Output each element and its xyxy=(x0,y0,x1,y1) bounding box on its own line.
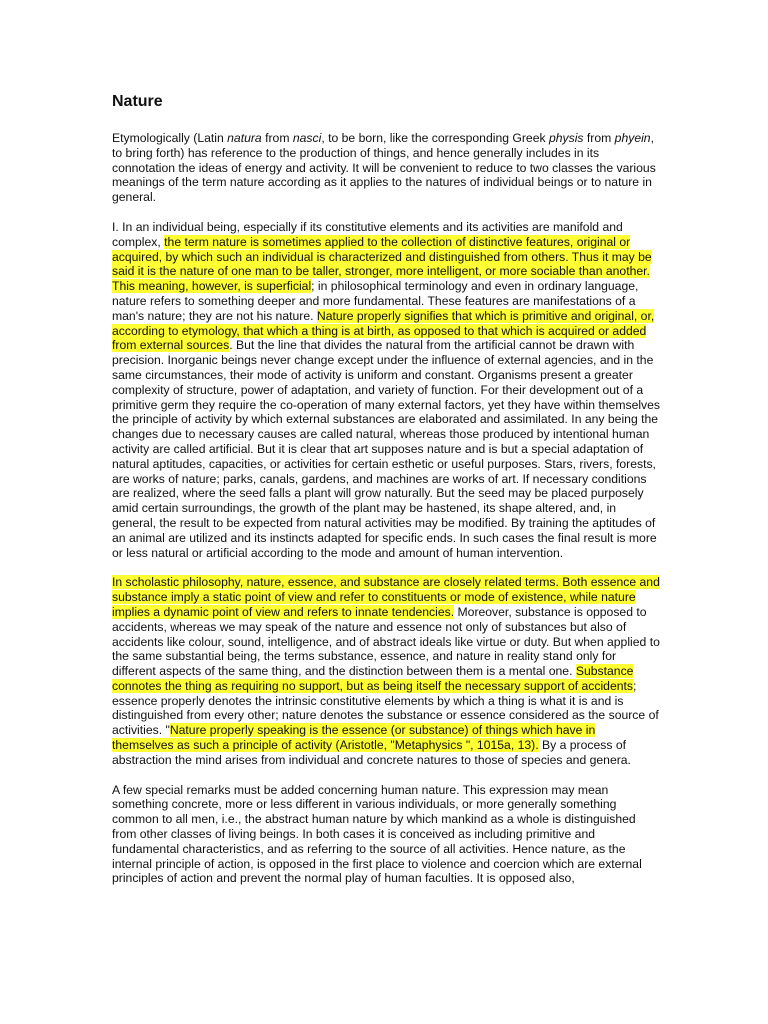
text-run: . But the line that divides the natural from the artificial cannot be drawn with precision. Inorganic beings never change except under the influence of external agencies, and in the same circumstances, their mode of activity is uniform and constant. Organisms present a greater complexity of structure, power of adaptation, and variety of function. For their development out of a primitive germ they require the co-operation of many external factors, yet they have within themselves the principle of activity by which external substances are elaborated and assimilated. In any being the changes due to necessary causes are called natural, whereas those produced by intentional human activity are called artificial. But it is clear that art supposes nature and is but a special adaptation of natural aptitudes, capacities, or activities for certain esthetic or useful purposes. Stars, rivers, forests, are works of nature; parks, canals, gardens, and machines are works of art. If necessary conditions are realized, where the seed falls a plant will grow naturally. But the seed may be placed purposely amid certain surroundings, the growth of the plant may be hastened, its shape altered, and, in general, the result to be expected from natural activities may be modified. By training the aptitudes of an animal are utilized and its instincts adapted for specific ends. In such cases the final result is more or less natural or artificial according to the mode and amount of human intervention. xyxy=(112,338,661,560)
paragraph xyxy=(112,220,660,560)
italic-term: natura xyxy=(227,131,262,145)
italic-term: nasci xyxy=(292,131,322,145)
paragraph xyxy=(112,131,660,205)
highlighted-text: Substance connotes the thing as requiring no support, but as being itself the necessary support of accidents xyxy=(112,664,634,693)
document-page xyxy=(112,92,660,901)
text-run: Moreover, substance is opposed to accidents, whereas we may speak of the nature and essence not only of substances but also of accidents like colour, sound, intelligence, and of abstract ideals like virtue or duty. But when applied to the same substantial being, the terms substance, essence, and nature in reality stand only for different aspects of the same thing, and the distinction between them is a mental one. xyxy=(112,604,660,679)
text-run: I. In an individual being, especially if its constitutive elements and its activities are manifold and complex, xyxy=(112,219,623,249)
italic-term: phyein xyxy=(614,131,651,145)
italic-term: physis xyxy=(548,131,584,145)
text-run: , to be born, like the corresponding Greek xyxy=(321,131,549,145)
paragraph xyxy=(112,783,660,887)
document-body xyxy=(112,131,660,886)
paragraph xyxy=(112,575,660,767)
highlighted-text: Nature properly speaking is the essence (or substance) of things which have in themselves as such a principle of activity (Aristotle, "Metaphysics ", 1015a, 13). xyxy=(112,723,596,753)
text-run: , to bring forth) has reference to the production of things, and hence generally includes in its connotation the ideas of energy and activity. It will be convenient to reduce to two classes the various meanings of the term nature according as it applies to the natures of individual beings or to nature in general. xyxy=(112,131,656,205)
highlighted-text: In scholastic philosophy, nature, essence, and substance are closely related terms. Both essence and substance imply a static point of view and refer to constituents or mode of existence, while nature implies a dynamic point of view and refers to innate tendencies. xyxy=(112,575,660,619)
document-title: Nature xyxy=(112,93,163,110)
text-run: ; essence properly denotes the intrinsic constitutive elements by which a thing is what it is and is distinguished from every other; nature denotes the substance or essence considered as the source of activities. " xyxy=(112,678,659,738)
highlighted-text: Nature properly signifies that which is primitive and original, or, according to etymology, that which a thing is at birth, as opposed to that which is acquired or added from external sources xyxy=(112,308,655,353)
text-run: Etymologically (Latin xyxy=(112,131,228,145)
text-run: A few special remarks must be added concerning human nature. This expression may mean something concrete, more or less different in various individuals, or more generally something common to all men, i.e., the abstract human nature by which mankind as a whole is distinguished from other classes of living beings. In both cases it is conceived as including primitive and fundamental characteristics, and as referring to the source of all activities. Hence nature, as the internal principle of action, is opposed in the first place to violence and coercion which are external principles of action and prevent the normal play of human faculties. It is opposed also, xyxy=(112,782,642,886)
text-run: from xyxy=(583,131,615,145)
text-run: By a process of abstraction the mind arises from individual and concrete natures to those of species and genera. xyxy=(112,738,631,767)
text-run: ; in philosophical terminology and even in ordinary language, nature refers to something deeper and more fundamental. These features are manifestations of a man's nature; they are not his nature. xyxy=(112,279,639,323)
highlighted-text: the term nature is sometimes applied to the collection of distinctive features, original or acquired, by which such an individual is characterized and distinguished from others. Thus it may be said it is the nature of one man to be taller, stronger, more intelligent, or more sociable than another. This meaning, however, is superficial xyxy=(112,234,652,294)
text-run: from xyxy=(261,131,293,145)
